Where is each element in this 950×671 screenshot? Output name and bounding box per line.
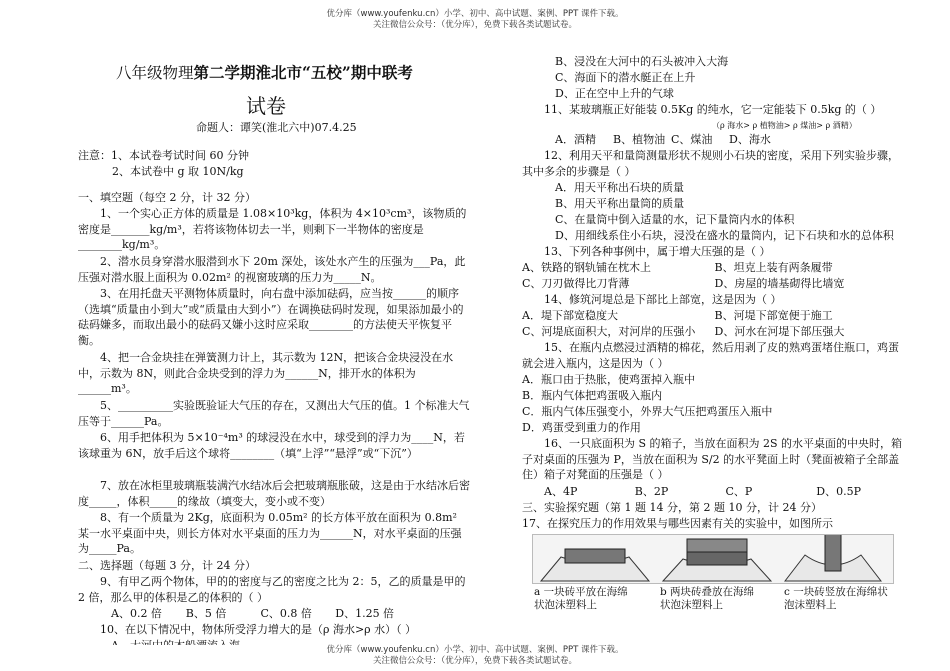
brick-b-top [687, 539, 747, 552]
section1-heading: 一、填空题（每空 2 分，计 32 分） [78, 191, 256, 204]
q14-options-row1 [522, 308, 907, 324]
question-1: 1、一个实心正方体的质量是 1.08×10³kg，体积为 4×10³cm³，该物质的密度是_______kg/m³，若将该物体切去一半，则剩下一半物体的密度是________kg/m³。 [78, 207, 467, 252]
q14-options-row2 [522, 324, 907, 340]
header-line-2: 关注微信公众号：（优分库），免费下载各类试题试卷。 [372, 19, 577, 30]
note-2: 2、本试卷中 g 取 10N/kg [112, 165, 244, 178]
q14-option-a: A．堤下部宽稳度大 [522, 309, 618, 322]
section3-heading: 三、实验探究题（第 1 题 14 分，第 2 题 10 分，计 24 分） [522, 501, 822, 514]
title-prefix: 八年级物理 [116, 64, 194, 82]
q12-option-b: B、用天平称出量筒的质量 [555, 197, 685, 210]
question-10: 10、在以下情况中，物体所受浮力增大的是（ρ 海水>ρ 水）（ ） [100, 623, 417, 636]
q13-options-row2 [522, 276, 907, 292]
q11-option-c: C、煤油 [671, 133, 713, 146]
question-9-options [78, 606, 470, 622]
question-15: 15、在瓶内点燃浸过酒精的棉花，然后用剥了皮的熟鸡蛋堵住瓶口，鸡蛋就会进入瓶内，这是因为（ ） [522, 341, 899, 370]
q11-option-a: A．酒精 [555, 133, 596, 146]
q10-option-b: B、浸没在大河中的石头被冲入大海 [555, 55, 729, 68]
question-3: 3、在用托盘天平测物体质量时，向右盘中添加砝码，应当按______的顺序（选填“质量由小到大”或“质量由大到小”）在调换砝码时发现，如果添加最小的砝码嫌多，而取出最小的砝码又嫌小这时应采取________的方法使天平恢复平衡。 [78, 287, 464, 347]
q9-option-c: C、0.8 倍 [260, 607, 312, 620]
q14-option-b: B、河堤下部宽便于施工 [714, 309, 833, 322]
q13-option-a: A、铁路的钢轨铺在枕木上 [522, 261, 651, 274]
q16-option-a: A、4P [544, 485, 578, 498]
q14-option-c: C、河堤底面积大，对河岸的压强小 [522, 325, 696, 338]
q9-option-d: D、1.25 倍 [335, 607, 395, 620]
footer-line-2: 关注微信公众号：（优分库），免费下载各类试题试卷。 [372, 655, 577, 666]
q9-option-a: A、0.2 倍 [111, 607, 162, 620]
exam-title [116, 62, 413, 84]
section2-heading: 二、选择题（每题 3 分，计 24 分） [78, 559, 256, 572]
footer-line-1: 优分库（www.youfenku.cn）小学、初中、高中试题、案例、PPT 课件下载。 [326, 645, 624, 655]
question-17: 17、在探究压力的作用效果与哪些因素有关的实验中，如图所示 [522, 517, 833, 530]
experiment-figure [532, 534, 894, 584]
title-bold: 第二学期淮北市“五校”期中联考 [193, 63, 413, 82]
q15-option-b: B．瓶内气体把鸡蛋吸入瓶内 [522, 389, 663, 402]
question-7: 7、放在冰柜里玻璃瓶装满汽水结冰后会把玻璃瓶胀破，这是由于水结冰后密度_____，体积_____的缘故（填变大，变小或不变） [78, 479, 470, 508]
q13-options-row1 [522, 260, 907, 276]
question-2: 2、潜水员身穿潜水服潜到水下 20m 深处，该处水产生的压强为___Pa，此压强对潜水服上面积为 0.02m² 的视窗玻璃的压力为_____N。 [78, 255, 466, 284]
header-line-1: 优分库（www.youfenku.cn）小学、初中、高中试题、案例、PPT 课件下载。 [326, 9, 624, 19]
question-5: 5、__________实验既验证大气压的存在，又测出大气压的值。1 个标准大气压等于______Pa。 [78, 399, 470, 428]
q16-option-c: C、P [725, 485, 753, 498]
q15-option-c: C．瓶内气体压强变小，外界大气压把鸡蛋压入瓶中 [522, 405, 773, 418]
question-9: 9、有甲乙两个物体，甲的的密度与乙的密度之比为 2：5，乙的质量是甲的 2 倍，那么甲的体积是乙的体积的（ ） [78, 575, 466, 604]
page-header [0, 9, 950, 30]
exam-author: 命题人：谭笑(淮北六中)07.4.25 [196, 121, 357, 134]
q10-option-d: D、正在空中上升的气球 [555, 87, 674, 100]
q12-option-d: D、用细线系住小石块，浸没在盛水的量筒内，记下石块和水的总体积 [555, 229, 894, 242]
q9-option-b: B、5 倍 [185, 607, 227, 620]
q14-option-d: D、河水在河堤下部压强大 [714, 325, 845, 338]
question-8: 8、有一个质量为 2Kg，底面积为 0.05m² 的长方体平放在面积为 0.8m² 某一水平桌面中央，则长方体对水平桌面的压力为______N，对水平桌面的压强为_____Pa。 [78, 511, 462, 556]
q16-option-d: D、0.5P [816, 485, 861, 498]
question-6: 6、用手把体积为 5×10⁻⁴m³ 的球浸没在水中，球受到的浮力为____N，若该球重为 6N，放手后这个球将________（填“上浮”“悬浮”或“下沉”） [78, 431, 465, 460]
question-11-options [522, 132, 907, 148]
q15-option-a: A．瓶口由于热胀，使鸡蛋掉入瓶中 [522, 373, 695, 386]
page-footer [0, 645, 950, 666]
brick-b-bottom [687, 552, 747, 565]
q15-option-d: D．鸡蛋受到重力的作用 [522, 421, 641, 434]
q12-option-a: A．用天平称出石块的质量 [555, 181, 684, 194]
note-1: 注意：1、本试卷考试时间 60 分钟 [78, 149, 249, 162]
figure-caption-a: a 一块砖平放在海绵状泡沫塑料上 [534, 586, 628, 611]
q13-option-c: C、刀刃做得比刀背薄 [522, 277, 630, 290]
q11-option-d: D、海水 [729, 133, 771, 146]
q13-option-b: B、坦克上装有两条履带 [714, 261, 833, 274]
question-12: 12、利用天平和量筒测量形状不规则小石块的密度，采用下列实验步骤，其中多余的步骤是（ ） [522, 149, 899, 178]
brick-c [825, 535, 841, 571]
q10-option-c: C、海面下的潜水艇正在上升 [555, 71, 696, 84]
question-13: 13、下列各种事例中，属于增大压强的是（ ） [544, 245, 771, 258]
question-16: 16、一只底面积为 S 的箱子，当放在面积为 2S 的水平桌面的中央时，箱子对桌面的压强为 P，当放在面积为 S/2 的水平凳面上时（凳面被箱子全部盖住）箱子对凳面的压强是（ ） [522, 437, 903, 482]
q11-option-b: B、植物油 [613, 133, 666, 146]
q11-density-note: （ρ 海水> ρ 植物油> ρ 煤油> ρ 酒精） [712, 121, 857, 130]
q13-option-d: D、房屋的墙基砌得比墙宽 [714, 277, 845, 290]
exam-subtitle: 试卷 [246, 94, 286, 118]
experiment-figure-svg [533, 535, 893, 583]
figure-caption-b: b 两块砖叠放在海绵状泡沫塑料上 [660, 586, 755, 611]
question-4: 4、把一合金块挂在弹簧测力计上，其示数为 12N，把该合金块浸没在水中，示数为 8N，则此合金块受到的浮力为______N，排开水的体积为______m³。 [78, 351, 454, 396]
q16-option-b: B、2P [634, 485, 669, 498]
figure-caption-c: c 一块砖竖放在海绵状泡沫塑料上 [784, 586, 888, 611]
question-11: 11、某玻璃瓶正好能装 0.5Kg 的纯水，它一定能装下 0.5kg 的（ ） [544, 103, 882, 116]
question-16-options [522, 484, 907, 500]
q12-option-c: C、在量筒中倒入适量的水，记下量筒内水的体积 [555, 213, 795, 226]
brick-a [565, 549, 625, 563]
question-14: 14、修筑河堤总是下部比上部宽，这是因为（ ） [544, 293, 782, 306]
